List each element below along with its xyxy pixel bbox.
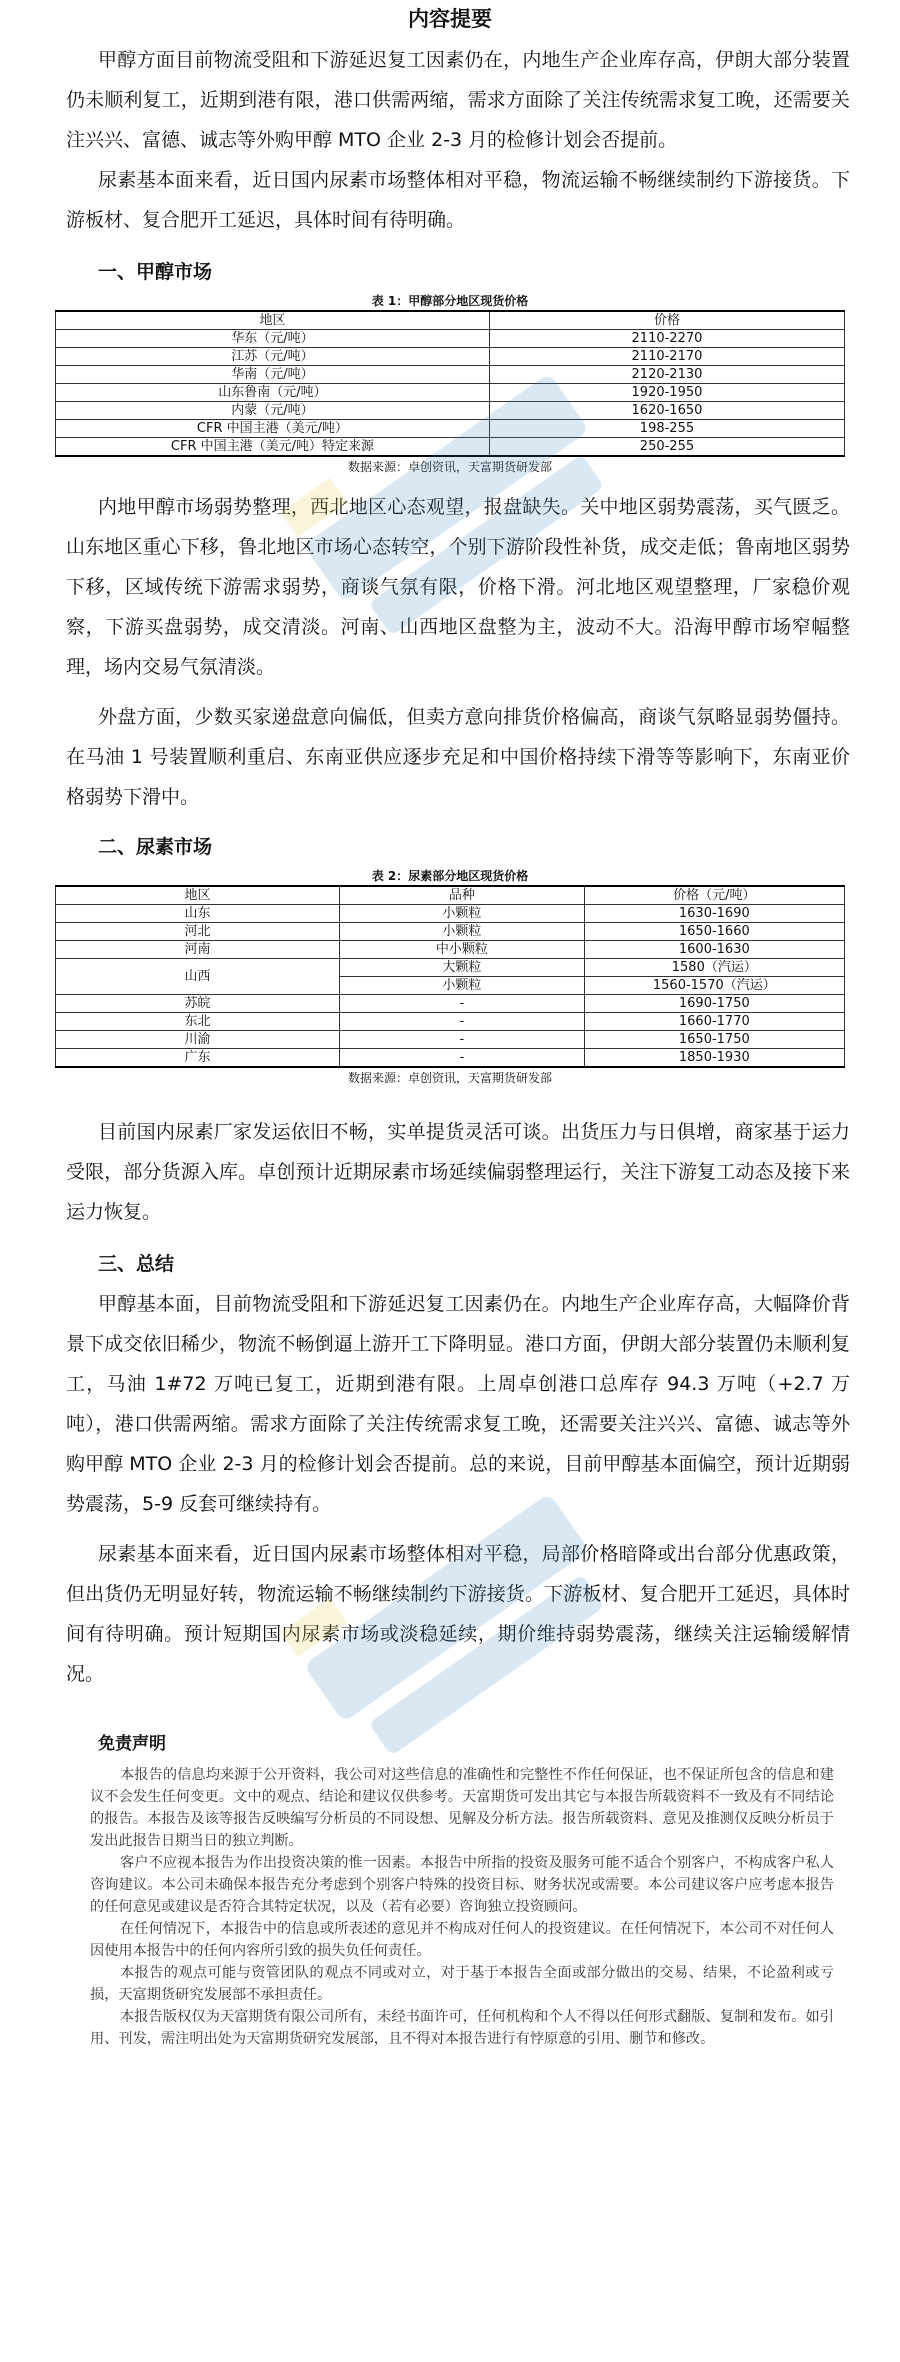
section-heading-urea: 二、尿素市场 [98,836,213,858]
table-cell: 川渝 [56,1031,340,1049]
table-cell: 1650-1660 [584,923,844,941]
disclaimer-paragraph: 本报告的信息均来源于公开资料，我公司对这些信息的准确性和完整性不作任何保证，也不保证所包含的信息和建议不会发生任何变更。文中的观点、结论和建议仅供参考。天富期货可发出其它与本报告所载资料不一致及有不同结论的报告。本报告及该等报告反映编写分析员的不同设想、见解及分析方法。报告所载资料、意见及推测仅反映分析员于发出此报告日期当日的独立判断。 [90,1767,834,1849]
table-cell: 小颗粒 [340,977,585,995]
table-cell: - [340,1013,585,1031]
column-header: 价格 [489,311,844,330]
disclaimer-paragraph: 在任何情况下，本报告中的信息或所表述的意见并不构成对任何人的投资建议。在任何情况下，本公司不对任何人因使用本报告中的任何内容所引致的损失负任何责任。 [90,1921,834,1959]
table-cell: 1660-1770 [584,1013,844,1031]
table-row [56,330,845,348]
summary-section-paragraph: 尿素基本面来看，近日国内尿素市场整体相对平稳，局部价格暗降或出台部分优惠政策，但出货仍无明显好转，物流运输不畅继续制约下游接货。下游板材、复合肥开工延迟，具体时间有待明确。预计短期国内尿素市场或淡稳延续，期价维持弱势震荡，继续关注运输缓解情况。 [66,1543,850,1685]
urea-price-table [55,885,845,1068]
table-cell: 1630-1690 [584,905,844,923]
table-caption: 表 2：尿素部分地区现货价格 [371,869,529,883]
methanol-paragraph: 外盘方面，少数买家递盘意向偏低，但卖方意向排货价格偏高，商谈气氛略显弱势僵持。在马油 1 号装置顺利重启、东南亚供应逐步充足和中国价格持续下滑等等影响下，东南亚价格弱势下滑中。 [66,706,850,808]
table-row [56,923,845,941]
table-cell: CFR 中国主港（美元/吨） [56,420,490,438]
table-cell: 1850-1930 [584,1049,844,1068]
column-header: 地区 [56,886,340,905]
page-title: 内容提要 [408,7,492,31]
table-header-row [56,311,845,330]
table-cell: CFR 中国主港（美元/吨）特定来源 [56,438,490,457]
table-cell: 小颗粒 [340,905,585,923]
summary-paragraph: 尿素基本面来看，近日国内尿素市场整体相对平稳，物流运输不畅继续制约下游接货。下游板材、复合肥开工延迟，具体时间有待明确。 [66,169,850,231]
disclaimer-paragraph: 客户不应视本报告为作出投资决策的惟一因素。本报告中所指的投资及服务可能不适合个别客户，不构成客户私人咨询建议。本公司未确保本报告充分考虑到个别客户特殊的投资目标、财务状况或需要。本公司建议客户应考虑本报告的任何意见或建议是否符合其特定状况，以及（若有必要）咨询独立投资顾问。 [90,1855,834,1915]
table-cell: 1580（汽运） [584,959,844,977]
column-header: 地区 [56,311,490,330]
table-cell: 1920-1950 [489,384,844,402]
table-cell: 华南（元/吨） [56,366,490,384]
table-row [56,384,845,402]
table-cell: 山西 [56,959,340,995]
table-cell: 2110-2270 [489,330,844,348]
table-cell: 1620-1650 [489,402,844,420]
section-heading-summary: 三、总结 [98,1253,175,1275]
table-cell: 山东鲁南（元/吨） [56,384,490,402]
table-cell: - [340,1049,585,1068]
table-row [56,420,845,438]
table-cell: 1690-1750 [584,995,844,1013]
table-cell: 2110-2170 [489,348,844,366]
table-cell: 河南 [56,941,340,959]
table-row [56,905,845,923]
table-row [56,959,845,977]
table-cell: 广东 [56,1049,340,1068]
table-caption: 表 1：甲醇部分地区现货价格 [371,294,529,308]
table-cell: 1600-1630 [584,941,844,959]
data-source-note: 数据来源：卓创资讯，天富期货研发部 [347,1071,552,1085]
table-row [56,366,845,384]
summary-paragraph: 甲醇方面目前物流受阻和下游延迟复工因素仍在，内地生产企业库存高，伊朗大部分装置仍未顺利复工，近期到港有限，港口供需两缩，需求方面除了关注传统需求复工晚，还需要关注兴兴、富德、诚志等外购甲醇 MTO 企业 2-3 月的检修计划会否提前。 [66,49,850,151]
table-cell: 东北 [56,1013,340,1031]
table-row [56,1013,845,1031]
table-cell: 苏皖 [56,995,340,1013]
table-cell: 小颗粒 [340,923,585,941]
table-cell: 山东 [56,905,340,923]
table-row [56,348,845,366]
table-cell: 大颗粒 [340,959,585,977]
table-cell: - [340,1031,585,1049]
table-row [56,438,845,457]
table-cell: 内蒙（元/吨） [56,402,490,420]
data-source-note: 数据来源：卓创资讯，天富期货研发部 [347,460,552,474]
table-cell: 1560-1570（汽运） [584,977,844,995]
table-cell: 中小颗粒 [340,941,585,959]
disclaimer-paragraph: 本报告版权仅为天富期货有限公司所有，未经书面许可，任何机构和个人不得以任何形式翻版、复制和发布。如引用、刊发，需注明出处为天富期货研究发展部，且不得对本报告进行有悖原意的引用、删节和修改。 [90,2009,834,2047]
table-row [56,1031,845,1049]
table-cell: 250-255 [489,438,844,457]
table-cell: 河北 [56,923,340,941]
table-cell: 2120-2130 [489,366,844,384]
table-header-row [56,886,845,905]
methanol-paragraph: 内地甲醇市场弱势整理，西北地区心态观望，报盘缺失。关中地区弱势震荡，买气匮乏。山东地区重心下移，鲁北地区市场心态转空，个别下游阶段性补货，成交走低；鲁南地区弱势下移，区域传统下游需求弱势，商谈气氛有限，价格下滑。河北地区观望整理，厂家稳价观察，下游买盘弱势，成交清淡。河南、山西地区盘整为主，波动不大。沿海甲醇市场窄幅整理，场内交易气氛清淡。 [66,496,850,678]
table-row [56,995,845,1013]
table-cell: 1650-1750 [584,1031,844,1049]
disclaimer-title: 免责声明 [98,1734,166,1754]
section-heading-methanol: 一、甲醇市场 [98,261,213,283]
table-row [56,941,845,959]
column-header: 品种 [340,886,585,905]
disclaimer-paragraph: 本报告的观点可能与资管团队的观点不同或对立，对于基于本报告全面或部分做出的交易、结果，不论盈利或亏损，天富期货研究发展部不承担责任。 [90,1965,834,2003]
column-header: 价格（元/吨） [584,886,844,905]
table-row [56,1049,845,1068]
table-cell: - [340,995,585,1013]
summary-section-paragraph: 甲醇基本面，目前物流受阻和下游延迟复工因素仍在。内地生产企业库存高，大幅降价背景下成交依旧稀少，物流不畅倒逼上游开工下降明显。港口方面，伊朗大部分装置仍未顺利复工，马油 1#72 万吨已复工，近期到港有限。上周卓创港口总库存 94.3 万吨（+2.7 万吨），港口供需两缩。需求方面除了关注传统需求复工晚，还需要关注兴兴、富德、诚志等外购甲醇 MTO 企业 2-3 月的检修计划会否提前。总的来说，目前甲醇基本面偏空，预计近期弱势震荡，5-9 反套可继续持有。 [66,1293,850,1515]
table-row [56,402,845,420]
methanol-price-table [55,310,845,457]
table-cell: 江苏（元/吨） [56,348,490,366]
urea-paragraph: 目前国内尿素厂家发运依旧不畅，实单提货灵活可谈。出货压力与日俱增，商家基于运力受限，部分货源入库。卓创预计近期尿素市场延续偏弱整理运行，关注下游复工动态及接下来运力恢复。 [66,1121,850,1223]
table-cell: 华东（元/吨） [56,330,490,348]
table-cell: 198-255 [489,420,844,438]
